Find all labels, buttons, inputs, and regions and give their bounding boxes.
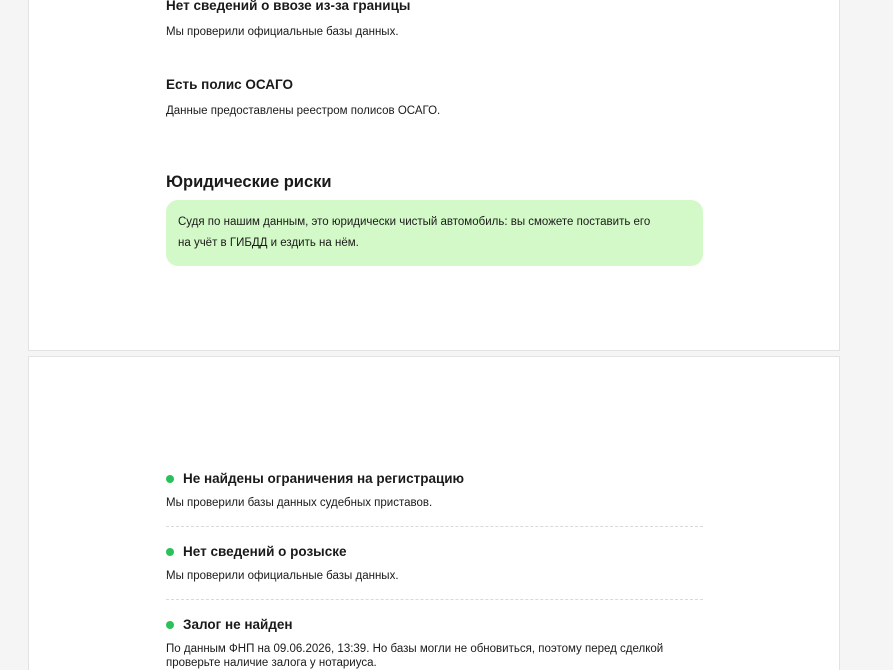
check-item-description: По данным ФНП на 09.06.2026, 13:39. Но базы могли не обновиться, поэтому перед сделкой проверьте наличие залога у нотариуса. xyxy=(166,643,664,669)
vehicle-history-content xyxy=(166,0,703,266)
check-item-description: Данные предоставлены реестром полисов ОСАГО. xyxy=(166,105,441,117)
check-item-header xyxy=(166,616,703,634)
green-status-dot-icon xyxy=(166,548,174,556)
check-item-import xyxy=(166,0,703,39)
restrictions-card xyxy=(28,356,840,670)
check-item-header xyxy=(166,470,703,488)
check-item-pledge xyxy=(166,616,703,670)
check-item-wanted xyxy=(166,543,703,583)
check-item-description: Мы проверили официальные базы данных. xyxy=(166,26,399,38)
check-item-title: Нет сведений о ввозе из-за границы xyxy=(166,0,411,13)
check-item-title: Залог не найден xyxy=(183,617,293,632)
divider xyxy=(166,599,703,600)
green-status-dot-icon xyxy=(166,475,174,483)
divider xyxy=(166,526,703,527)
check-item-title: Не найдены ограничения на регистрацию xyxy=(183,471,465,486)
check-item-registration xyxy=(166,470,703,510)
green-status-dot-icon xyxy=(166,621,174,629)
check-item-osago xyxy=(166,76,703,118)
check-item-description: Мы проверили официальные базы данных. xyxy=(166,570,399,582)
check-item-header xyxy=(166,543,703,561)
restrictions-content xyxy=(166,470,703,670)
check-item-description: Мы проверили базы данных судебных приставов. xyxy=(166,497,433,509)
check-item-title: Есть полис ОСАГО xyxy=(166,77,294,92)
legal-risks-heading: Юридические риски xyxy=(166,173,332,191)
legal-risks-notice: Судя по нашим данным, это юридически чистый автомобиль: вы сможете поставить его на учёт в ГИБДД и ездить на нём. xyxy=(166,200,703,266)
check-item-title: Нет сведений о розыске xyxy=(183,544,347,559)
vehicle-history-card xyxy=(28,0,840,351)
